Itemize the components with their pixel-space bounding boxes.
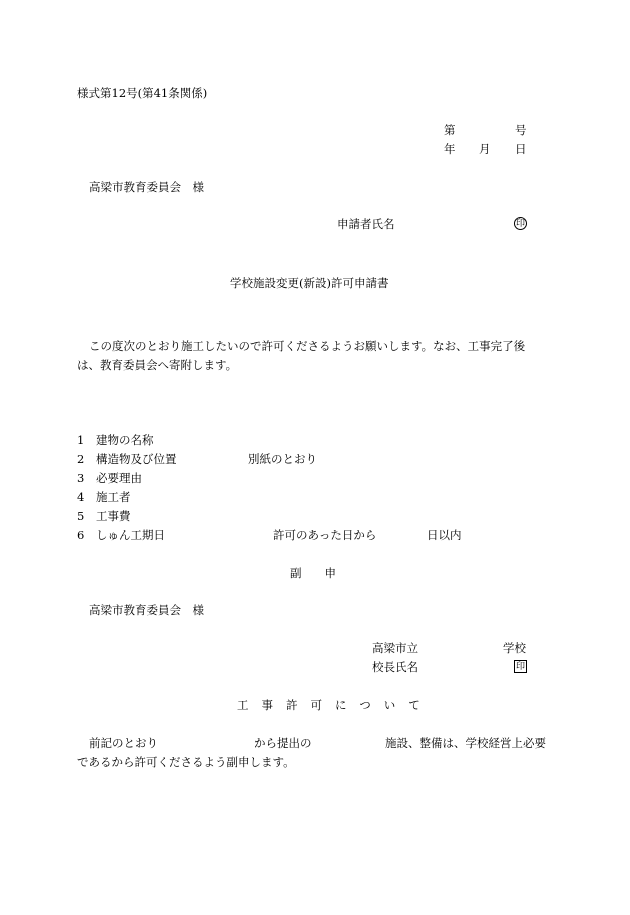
applicant-seal: 印 [515,219,525,229]
item-number: 2 [77,452,85,466]
doc-no-dai: 第 [444,123,456,137]
item-number: 4 [77,490,85,504]
school-label: 学校 [503,641,526,655]
closing-part-1: 前記のとおり [89,736,158,750]
date-day: 日 [515,142,527,156]
item-number: 1 [77,433,85,447]
item-value: 許可のあった日から [273,528,377,542]
item-number: 6 [77,528,85,542]
date-month: 月 [479,142,491,156]
applicant-label: 申請者氏名 [337,217,395,231]
item-suffix: 日以内 [427,528,462,542]
item-label: 施工者 [96,490,131,504]
date-year: 年 [444,142,456,156]
item-number: 5 [77,509,85,523]
item-label: 建物の名称 [96,433,154,447]
body-line-2: は、教育委員会へ寄附します。 [77,358,238,372]
item-label: 必要理由 [96,471,142,485]
sub-title: 副 申 [290,566,336,580]
page-title: 学校施設変更(新設)許可申請書 [230,276,389,290]
permit-title: 工事許可について [237,698,433,712]
closing-part-2: から提出の [254,736,312,750]
item-value: 別紙のとおり [248,452,317,466]
closing-line-2: であるから許可くださるよう副申します。 [77,755,295,769]
item-number: 3 [77,471,85,485]
addressee: 高梁市教育委員会 様 [89,180,204,194]
principal-label: 校長氏名 [372,660,418,674]
body-line-1: この度次のとおり施工したいので許可くださるようお願いします。なお、工事完了後 [89,339,526,353]
item-label: 工事費 [96,509,131,523]
principal-seal: 印 [515,662,525,672]
addressee-2: 高梁市教育委員会 様 [89,603,204,617]
doc-no-go: 号 [515,123,527,137]
closing-part-3: 施設、整備は、学校経営上必要 [385,736,546,750]
item-label: 構造物及び位置 [96,452,177,466]
school-city-label: 高梁市立 [372,641,418,655]
item-label: しゅん工期日 [96,528,165,542]
form-number: 様式第12号(第41条関係) [77,86,208,100]
